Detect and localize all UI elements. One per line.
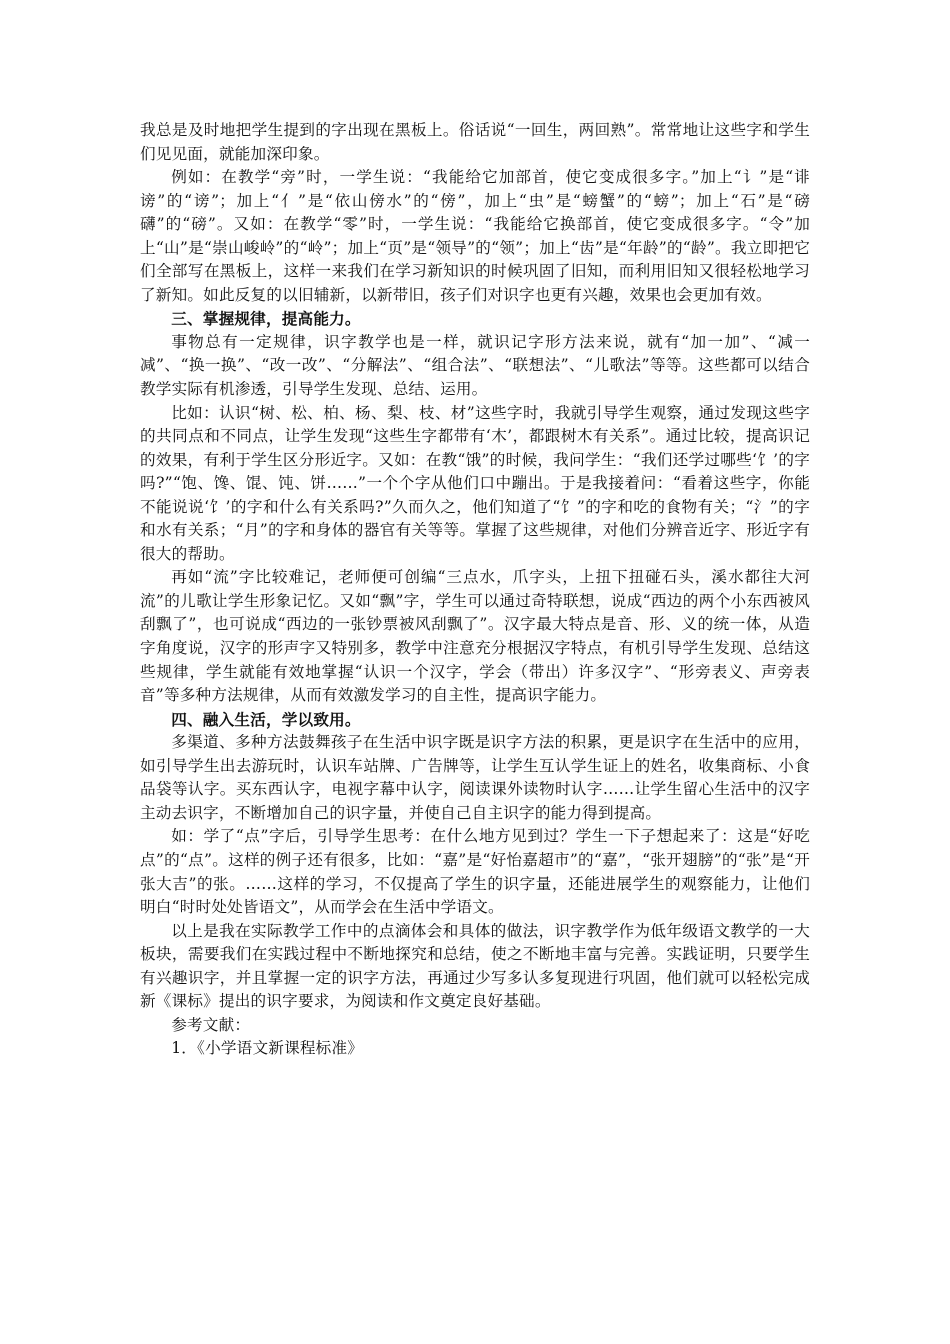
paragraph-example-radicals: 例如：在教学“旁”时，一学生说：“我能给它加部首，使它变成很多字。”加上“讠”是“诽谤”的“谤”；加上“亻”是“依山傍水”的“傍”，加上“虫”是“螃蟹”的“螃”；加上“石”是“磅礴”的“磅”。又如：在教学“零”时，一学生说：“我能给它换部首，使它变成很多字。“令”加上“山”是“崇山峻岭”的“岭”；加上“页”是“领导”的“领”；加上“齿”是“年龄”的“龄”。我立即把它们全部写在黑板上，这样一来我们在学习新知识的时候巩固了旧知，而利用旧知又很轻松地学习了新知。如此反复的以旧辅新，以新带旧，孩子们对识字也更有兴趣，效果也会更加有效。 [140,168,810,304]
paragraph-rules-intro: 事物总有一定规律，识字教学也是一样，就识记字形方法来说，就有“加一加”、“减一减”、“换一换”、“改一改”、“分解法”、“组合法”、“联想法”、“儿歌法”等等。这些都可以结合教学实际有机渗透，引导学生发现、总结、运用。 [140,332,810,399]
paragraph-continuation: 我总是及时地把学生提到的字出现在黑板上。俗话说“一回生，两回熟”。常常地让这些字和学生们见见面，就能加深印象。 [140,121,810,163]
paragraph-conclusion: 以上是我在实际教学工作中的点滴体会和具体的做法，识字教学作为低年级语文教学的一大板块，需要我们在实践过程中不断地探究和总结，使之不断地丰富与完善。实践证明，只要学生有兴趣识字，并且掌握一定的识字方法，再通过少写多认多复现进行巩固，他们就可以轻松完成新《课标》提出的识字要求，为阅读和作文奠定良好基础。 [140,921,810,1011]
paragraph-rules-example: 比如：认识“树、松、柏、杨、梨、枝、材”这些字时，我就引导学生观察，通过发现这些字的共同点和不同点，让学生发现“这些生字都带有‘木’，都跟树木有关系”。通过比较，提高识记的效果，有利于学生区分形近字。又如：在教“饿”的时候，我问学生：“我们还学过哪些‘饣’的字吗?”“饱、馋、馄、饨、饼……”一个个字从他们口中蹦出。于是我接着问：“看着这些字，你能不能说说‘饣’的字和什么有关系吗?”久而久之，他们知道了“饣”的字和吃的食物有关；“氵”的字和水有关系；“月”的字和身体的器官有关等等。掌握了这些规律，对他们分辨音近字、形近字有很大的帮助。 [140,403,810,563]
references-label: 参考文献： [171,1015,251,1034]
reference-item: 1．《小学语文新课程标准》 [171,1039,364,1058]
section-heading-4: 四、融入生活，学以致用。 [171,709,361,729]
document-body [140,119,810,1061]
paragraph-life-intro: 多渠道、多种方法鼓舞孩子在生活中识字既是识字方法的积累，更是识字在生活中的应用，如引导学生出去游玩时，认识车站牌、广告牌等，让学生互认学生证上的姓名，收集商标、小食品袋等认字。买东西认字，电视字幕中认字，阅读课外读物时认字……让学生留心生活中的汉字主动去识字，不断增加自己的识字量，并使自己自主识字的能力得到提高。 [140,733,810,822]
paragraph-rules-rhyme: 再如“流”字比较难记，老师便可创编“三点水，爪字头，上扭下扭碰石头，溪水都往大河流”的儿歌让学生形象记忆。又如“飘”字，学生可以通过奇特联想，说成“西边的两个小东西被风刮飘了”，也可说成“西边的一张钞票被风刮飘了”。汉字最大特点是音、形、义的统一体，从造字角度说，汉字的形声字又特别多，教学中注意充分根据汉字特点，有机引导学生发现、总结这些规律，学生就能有效地掌握“认识一个汉字，学会（带出）许多汉字”、“形旁表义、声旁表音”等多种方法规律，从而有效激发学习的自主性，提高识字能力。 [140,568,810,705]
section-heading-3: 三、掌握规律，提高能力。 [171,309,361,329]
paragraph-life-example: 如：学了“点”字后，引导学生思考：在什么地方见到过？学生一下子想起来了：这是“好吃点”的“点”。这样的例子还有很多，比如：“嘉”是“好怡嘉超市”的“嘉”，“张开翅膀”的“张”是“开张大吉”的张。……这样的学习，不仅提高了学生的识字量，还能进展学生的观察能力，让他们明白“时时处处皆语文”，从而学会在生活中学语文。 [140,827,810,917]
